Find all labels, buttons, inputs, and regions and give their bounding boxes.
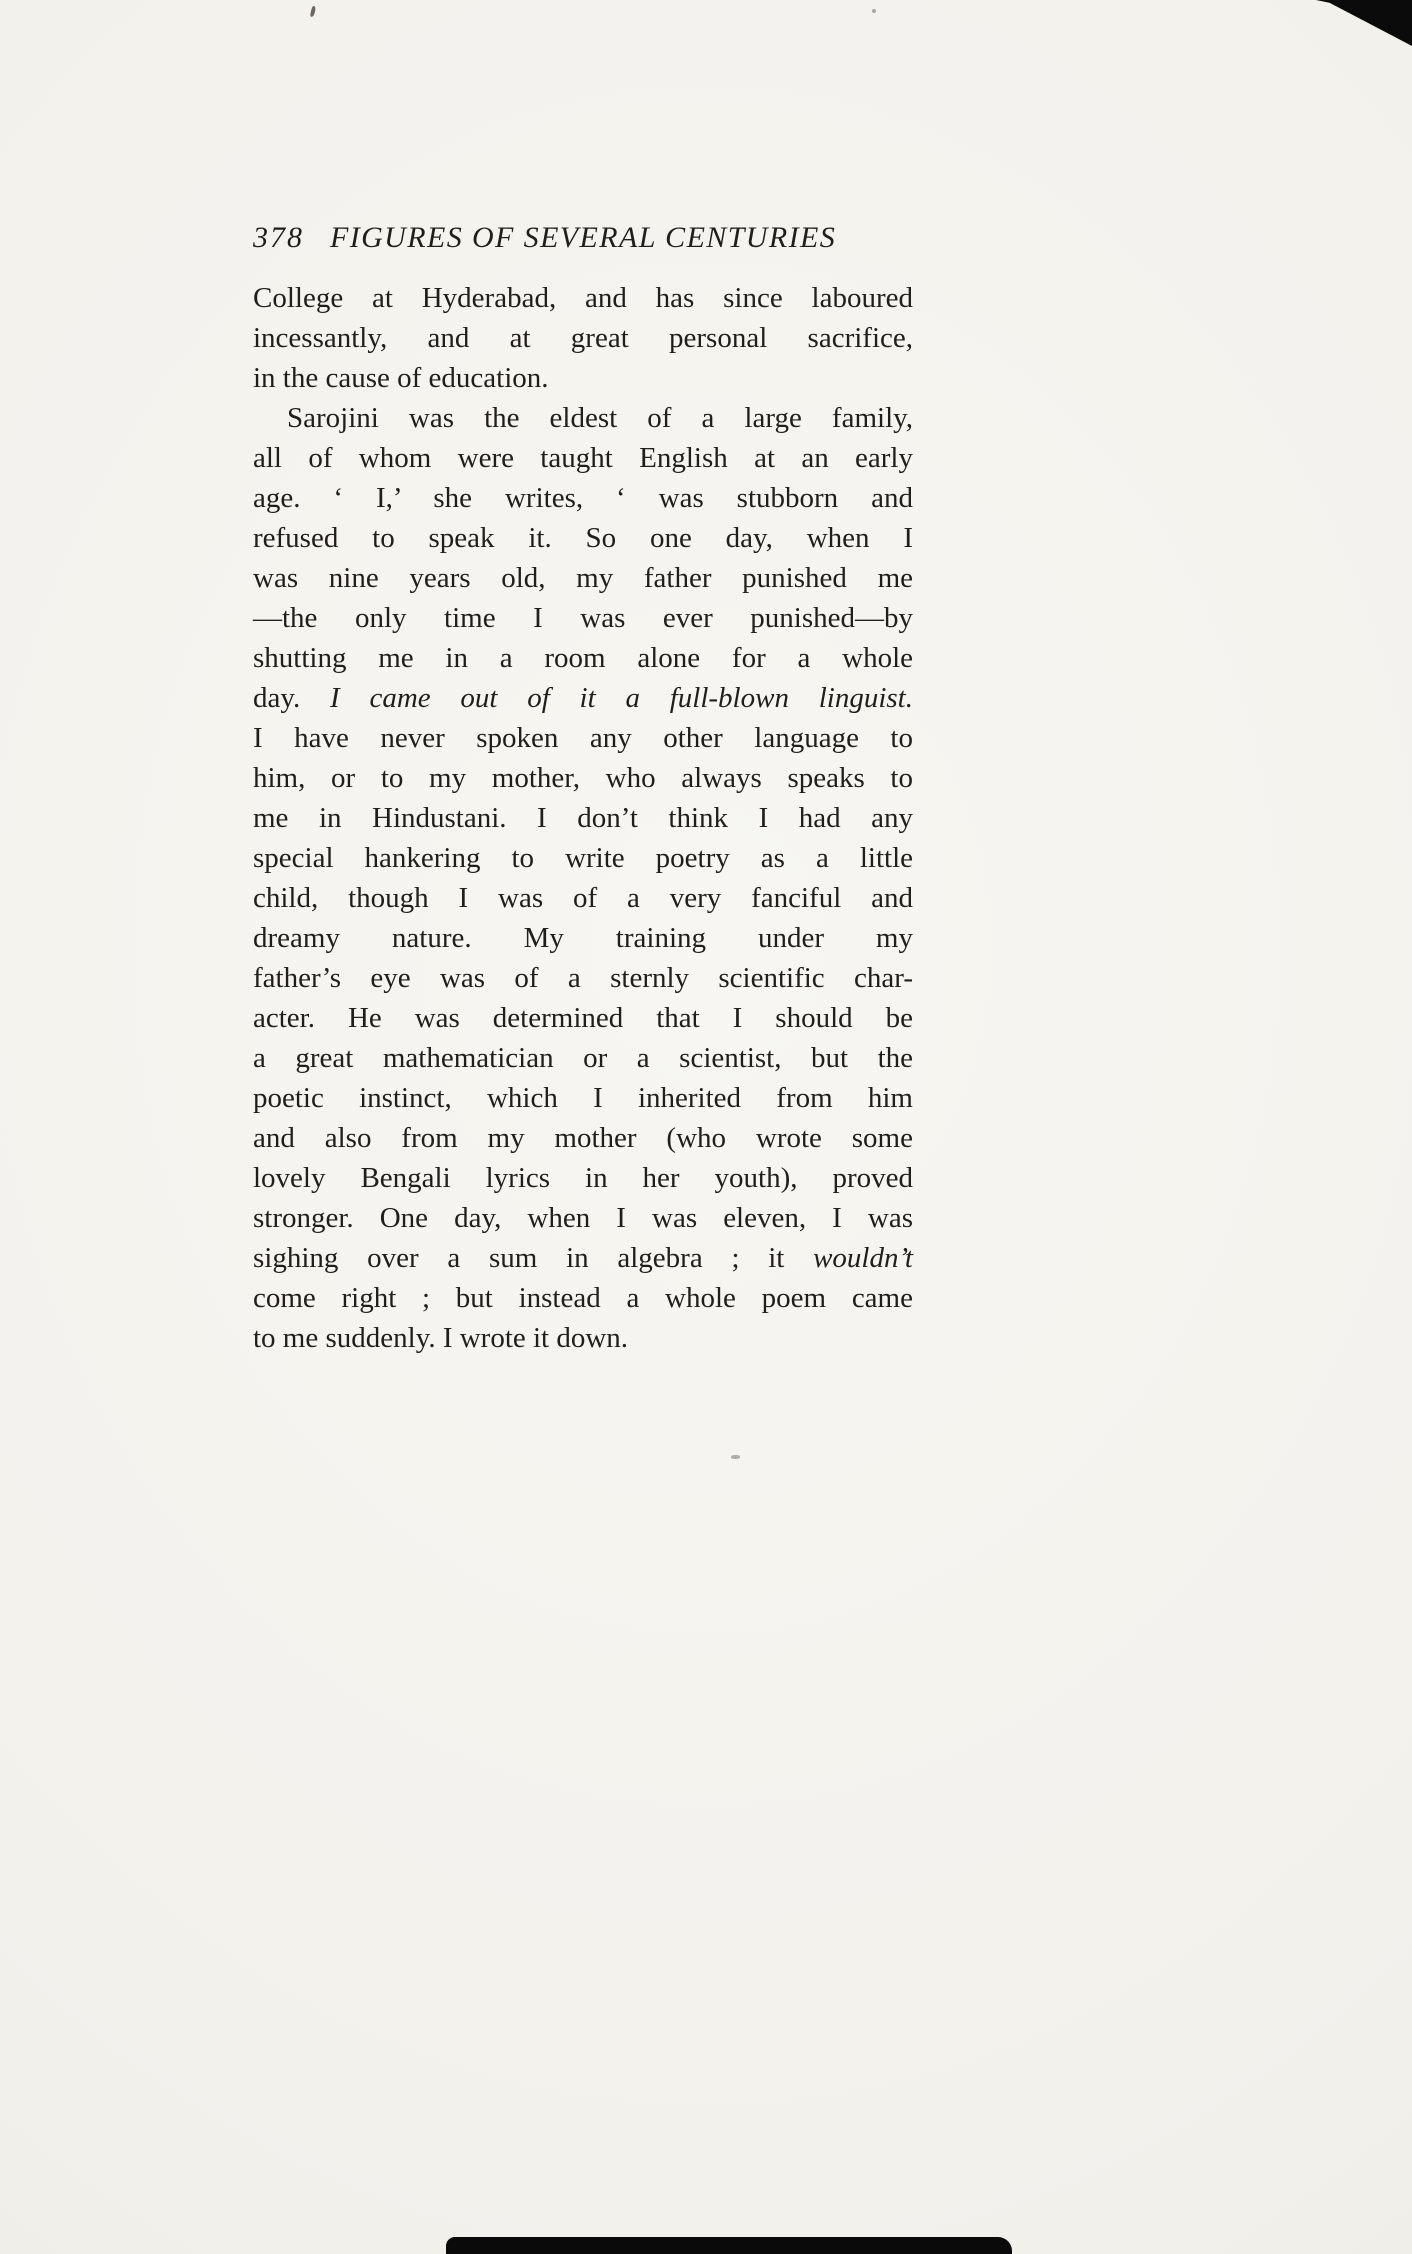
text-line xyxy=(253,1158,913,1198)
text-segment: all of whom were taught English at an early xyxy=(253,442,913,474)
text-segment: stronger. One day, when I was eleven, I was xyxy=(253,1202,913,1234)
text-line xyxy=(253,438,913,478)
scan-speck xyxy=(731,1455,740,1459)
text-segment: a great mathematician or a scientist, but the xyxy=(253,1042,913,1074)
scan-speck xyxy=(872,9,876,13)
text-segment: College at Hyderabad, and has since laboured xyxy=(253,282,913,314)
text-segment: acter. He was determined that I should be xyxy=(253,1002,913,1034)
text-segment: father’s eye was of a sternly scientific char- xyxy=(253,962,913,994)
text-segment: dreamy nature. My training under my xyxy=(253,922,913,954)
text-segment: lovely Bengali lyrics in her youth), proved xyxy=(253,1162,913,1194)
text-line xyxy=(253,838,913,878)
text-segment: special hankering to write poetry as a little xyxy=(253,842,913,874)
text-segment: was nine years old, my father punished me xyxy=(253,562,913,594)
text-line xyxy=(253,918,913,958)
text-line xyxy=(253,358,913,398)
text-line xyxy=(253,598,913,638)
text-segment: —the only time I was ever punished—by xyxy=(253,602,913,634)
text-segment: come right ; but instead a whole poem came xyxy=(253,1282,913,1314)
text-segment: him, or to my mother, who always speaks to xyxy=(253,762,913,794)
text-segment: age. ‘ I,’ she writes, ‘ was stubborn and xyxy=(253,482,913,514)
text-segment: refused to speak it. So one day, when I xyxy=(253,522,913,554)
text-line xyxy=(253,678,913,718)
text-segment: child, though I was of a very fanciful and xyxy=(253,882,913,914)
running-title: FIGURES OF SEVERAL CENTURIES xyxy=(330,221,837,254)
text-segment: Sarojini was the eldest of a large family, xyxy=(287,402,913,434)
page-number: 378 xyxy=(253,221,304,254)
text-segment: and also from my mother (who wrote some xyxy=(253,1122,913,1154)
text-line xyxy=(253,718,913,758)
text-line xyxy=(253,1278,913,1318)
text-segment: sighing over a sum in algebra ; it xyxy=(253,1242,814,1274)
text-line xyxy=(253,638,913,678)
scan-speck xyxy=(310,6,317,18)
text-line xyxy=(253,398,913,438)
text-line xyxy=(253,278,913,318)
text-line xyxy=(253,478,913,518)
text-line xyxy=(253,1198,913,1238)
text-line xyxy=(253,1238,913,1278)
text-line xyxy=(253,318,913,358)
italic-text-segment: I came out of it a full-blown linguist. xyxy=(330,682,913,714)
text-segment: me in Hindustani. I don’t think I had any xyxy=(253,802,913,834)
text-segment: day. xyxy=(253,682,331,714)
text-line xyxy=(253,798,913,838)
page-header xyxy=(253,220,913,256)
text-line xyxy=(253,998,913,1038)
body-text xyxy=(253,278,913,1358)
scan-corner-artifact xyxy=(1316,0,1412,46)
text-line xyxy=(253,558,913,598)
text-line xyxy=(253,1118,913,1158)
text-line xyxy=(253,1318,913,1358)
scan-bottom-artifact xyxy=(446,2237,1012,2254)
text-line xyxy=(253,518,913,558)
text-line xyxy=(253,1078,913,1118)
text-line xyxy=(253,1038,913,1078)
text-segment: incessantly, and at great personal sacrifice, xyxy=(253,322,913,354)
text-line xyxy=(253,958,913,998)
text-segment: shutting me in a room alone for a whole xyxy=(253,642,913,674)
text-line xyxy=(253,758,913,798)
text-line xyxy=(253,878,913,918)
text-segment: I have never spoken any other language to xyxy=(253,722,913,754)
text-segment: poetic instinct, which I inherited from him xyxy=(253,1082,913,1114)
text-segment: to me suddenly. I wrote it down. xyxy=(253,1322,629,1354)
italic-text-segment: wouldn’t xyxy=(813,1242,913,1274)
text-segment: in the cause of education. xyxy=(253,362,549,394)
